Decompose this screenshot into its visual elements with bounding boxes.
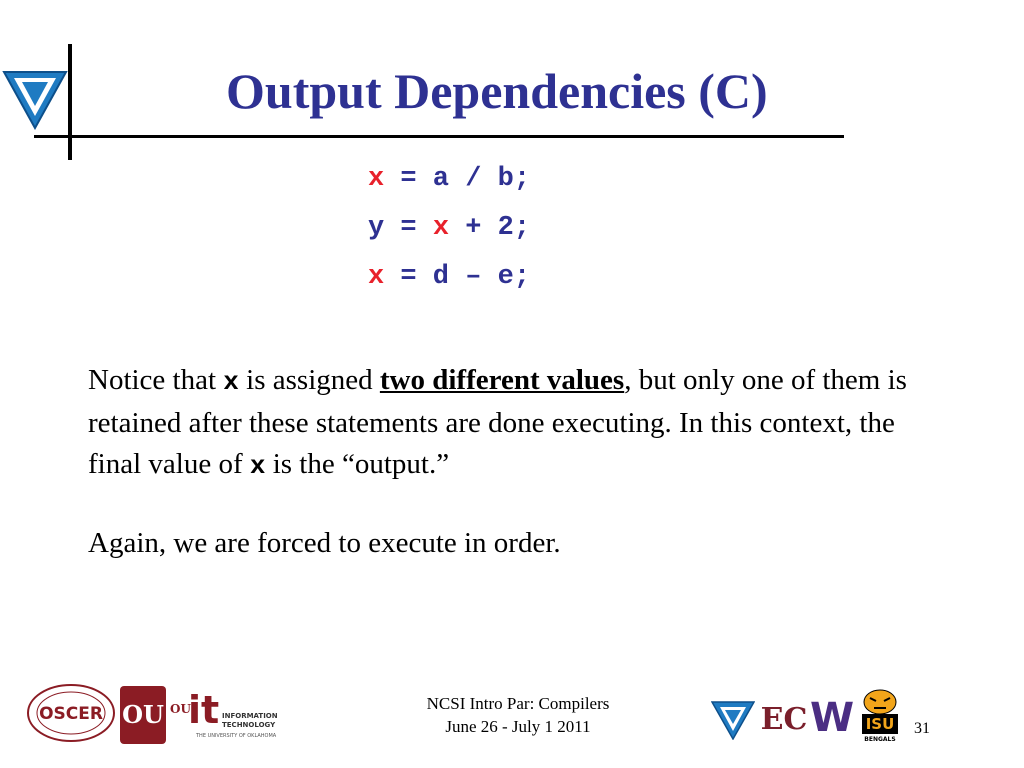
code-text: + 2; (449, 213, 531, 243)
paragraph-text: Notice that (88, 364, 224, 396)
bengals-logo-text: BENGALS (864, 736, 896, 743)
isu-bengals-logo (860, 688, 900, 748)
it-logo-letters: it (188, 688, 220, 732)
tiger-head-icon (860, 688, 900, 714)
inline-code-x: x (223, 367, 239, 397)
it-logo (170, 688, 288, 744)
ec-logo-text: EC (760, 702, 808, 737)
code-var: x (368, 262, 385, 292)
paragraph-text: , but only one of them is retained after these statements are done executing. In this context, the final value of (88, 364, 907, 480)
w-logo (806, 695, 858, 741)
horizontal-rule (34, 135, 844, 138)
oscer-logo-icon (26, 683, 116, 743)
it-logo-line3: THE UNIVERSITY OF OKLAHOMA (196, 733, 277, 739)
code-line-1 (368, 155, 530, 204)
code-text: y = (368, 213, 433, 243)
footer (395, 692, 641, 738)
ou-logo-text: OU (122, 700, 164, 729)
code-line-3 (368, 253, 530, 302)
explanation-paragraph (88, 360, 948, 487)
emphasized-text: two different values (379, 364, 625, 396)
code-text: = d – e; (384, 262, 531, 292)
code-line-2 (368, 204, 530, 253)
paragraph-text: is the “output.” (265, 448, 450, 480)
vertical-rule (68, 44, 72, 160)
code-text: = a / b; (384, 164, 531, 194)
ou-logo (120, 686, 166, 744)
w-logo-text: W (809, 695, 855, 741)
paragraph-text: is assigned (238, 364, 380, 396)
triangle-logo-icon (2, 68, 68, 130)
code-var: x (368, 164, 385, 194)
code-var: x (432, 213, 450, 243)
it-logo-line2: TECHNOLOGY (222, 721, 276, 729)
slide-title: Output Dependencies (C) (226, 63, 768, 119)
inline-code-x: x (249, 451, 266, 481)
it-ou-mark: OU (170, 702, 191, 716)
footer-line-1: NCSI Intro Par: Compilers (426, 694, 610, 713)
code-block (368, 155, 530, 302)
it-logo-line1: INFORMATION (222, 712, 278, 720)
triangle-logo-small-icon (711, 700, 755, 740)
oscer-logo-text: OSCER (39, 704, 103, 724)
page-number: 31 (914, 720, 930, 737)
conclusion-paragraph: Again, we are forced to execute in order. (88, 527, 561, 559)
ec-logo (760, 697, 808, 743)
footer-line-2: June 26 - July 1 2011 (445, 717, 591, 736)
isu-logo-text: ISU (862, 714, 898, 734)
